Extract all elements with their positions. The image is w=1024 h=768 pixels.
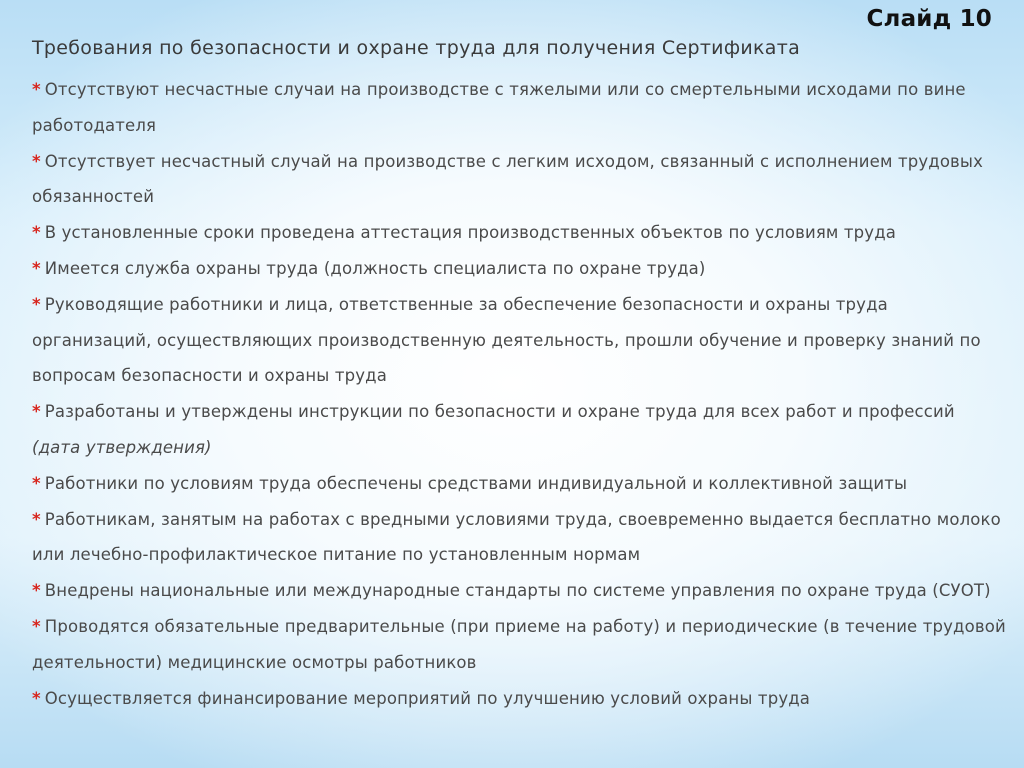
requirement-text: Имеется служба охраны труда (должность специалиста по охране труда): [44, 258, 706, 278]
slide-number: Слайд 10: [866, 6, 992, 32]
bullet-star-icon: *: [32, 80, 41, 99]
bullet-star-icon: *: [32, 688, 41, 708]
bullet-star-icon: *: [32, 581, 41, 601]
bullet-star-icon: *: [32, 509, 41, 529]
bullet-star-icon: *: [32, 402, 41, 422]
requirement-item: [32, 251, 1007, 287]
requirement-item: [32, 144, 1007, 216]
bullet-star-icon: *: [32, 473, 41, 493]
requirement-item: [32, 609, 1007, 681]
requirement-text: Руководящие работники и лица, ответственные за обеспечение безопасности и охраны труда организаций, осуществляющих производственную деятельность, прошли обучение и проверку знаний по вопросам безопасности и охраны труда: [32, 294, 981, 386]
requirement-text: Отсутствуют несчастные случаи на производстве с тяжелыми или со смертельными исходами по вине работодателя: [32, 80, 966, 135]
bullet-star-icon: *: [32, 151, 41, 171]
slide-title: Требования по безопасности и охране труда для получения Сертификата: [32, 37, 801, 59]
requirement-text: Внедрены национальные или международные стандарты по системе управления по охране труда (СУОТ): [44, 581, 991, 601]
requirement-text: Работникам, занятым на работах с вредными условиями труда, своевременно выдается бесплатно молоко или лечебно-профилактическое питание по установленным нормам: [32, 509, 1001, 565]
requirement-item: [32, 466, 1007, 502]
requirement-text: Разработаны и утверждены инструкции по безопасности и охране труда для всех работ и профессий: [44, 402, 955, 422]
requirement-note: (дата утверждения): [32, 437, 212, 457]
requirement-text: Отсутствует несчастный случай на производстве с легким исходом, связанный с исполнением трудовых обязанностей: [32, 151, 984, 207]
requirement-text: В установленные сроки проведена аттестация производственных объектов по условиям труда: [44, 223, 897, 243]
requirement-item: [32, 287, 1007, 394]
bullet-star-icon: *: [32, 294, 41, 314]
requirement-item: [32, 394, 1007, 466]
bullet-star-icon: *: [32, 223, 41, 243]
requirements-list: [32, 72, 1007, 716]
requirement-item: [32, 681, 1007, 717]
requirement-item: [32, 72, 1007, 144]
requirement-item: [32, 502, 1007, 574]
requirement-text: Работники по условиям труда обеспечены средствами индивидуальной и коллективной защиты: [44, 473, 908, 493]
requirement-item: [32, 215, 1007, 251]
bullet-star-icon: *: [32, 616, 41, 636]
requirement-item: [32, 573, 1007, 609]
requirement-text: Проводятся обязательные предварительные (при приеме на работу) и периодические (в течение трудовой деятельности) медицинские осмотры работников: [32, 616, 1006, 672]
requirement-text: Осуществляется финансирование мероприятий по улучшению условий охраны труда: [44, 688, 811, 708]
bullet-star-icon: *: [32, 258, 41, 278]
